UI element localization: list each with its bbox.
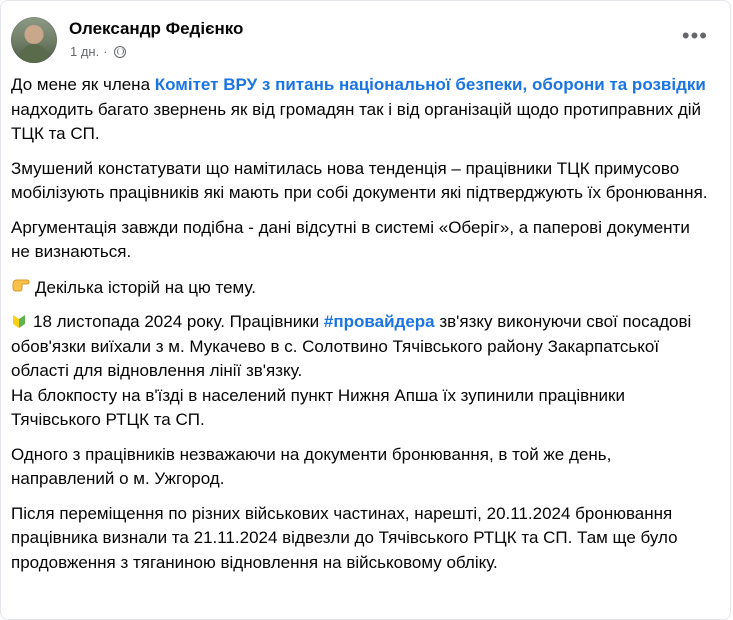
- paragraph-5-text-b: зв'язку виконуючи свої посадові обов'язки виїхали з м. Мукачево в с. Солотвино Тячівського району Закарпатської області для відновлення лінії зв'язку.: [11, 312, 692, 380]
- meta-separator: ·: [103, 44, 108, 59]
- post-meta: [70, 43, 126, 61]
- author-name[interactable]: Олександр Федієнко: [69, 19, 244, 38]
- paragraph-2: Змушений констатувати що намітилась нова тенденція – працівники ТЦК примусово мобілізують працівників які мають при собі документи які підтверджують їх бронювання.: [11, 158, 708, 202]
- post-body: [11, 73, 711, 585]
- paragraph-1-text-b: надходить багато звернень як від громадян так і від організацій щодо протиправних дій ТЦК та СП.: [11, 99, 702, 143]
- paragraph-5: [11, 310, 711, 433]
- paragraph-5-text-a: 18 листопада 2024 року. Працівники: [33, 312, 324, 331]
- paragraph-1-text-a: До мене як члена: [11, 75, 155, 94]
- paragraph-1: [11, 73, 711, 147]
- pointing-hand-icon: [11, 275, 31, 301]
- author-avatar[interactable]: [11, 17, 57, 63]
- paragraph-6: Одного з працівників незважаючи на документи бронювання, в той же день, направлений о м. Ужгород.: [11, 444, 612, 488]
- globe-icon[interactable]: [114, 46, 126, 58]
- beginner-badge-icon: [11, 313, 27, 329]
- paragraph-7: Після переміщення по різних військових частинах, нарешті, 20.11.2024 бронювання працівника визнали та 21.11.2024 відвезли до Тячівського РТЦК та СП. Там ще було продовження з тяганиною відновлення на військовому обліку.: [11, 503, 678, 572]
- paragraph-5-text-c: На блокпосту на в'їзді в населений пункт Нижня Апша їх зупинили працівники Тячівського РТЦК та СП.: [11, 385, 625, 429]
- post-time[interactable]: 1 дн.: [70, 44, 100, 59]
- paragraph-3: Аргументація завжди подібна - дані відсутні в системі «Оберіг», а паперові документи не визнаються.: [11, 217, 690, 261]
- paragraph-4-text: Декілька історій на цю тему.: [35, 277, 256, 297]
- committee-link[interactable]: Комітет ВРУ з питань національної безпеки, оборони та розвідки: [154, 75, 706, 94]
- hashtag-link[interactable]: #провайдера: [323, 312, 435, 331]
- more-options-icon[interactable]: •••: [681, 23, 708, 48]
- post-header: [11, 9, 718, 65]
- paragraph-4: [11, 275, 711, 301]
